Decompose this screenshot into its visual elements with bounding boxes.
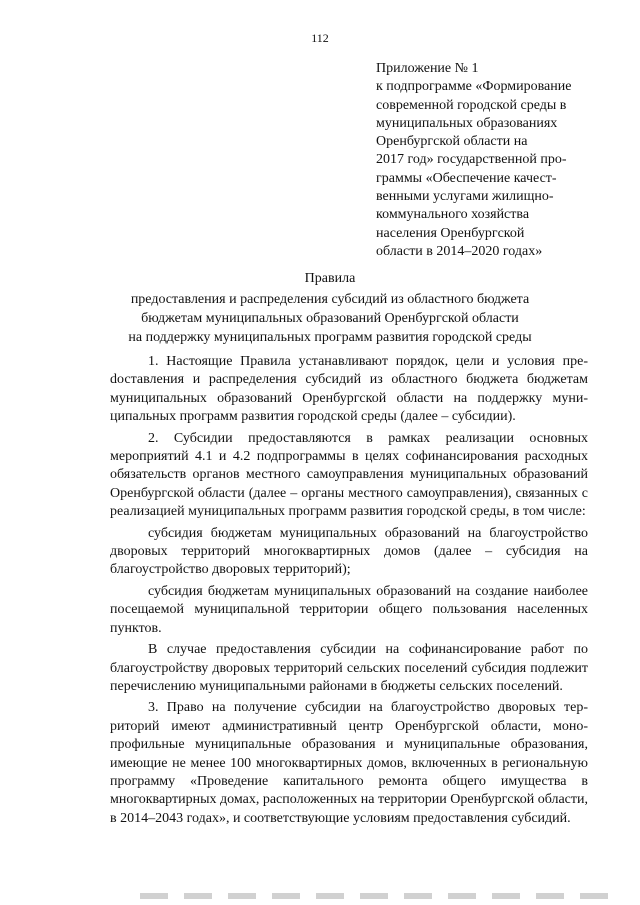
paragraph: субсидия бюджетам муниципальных образований на благоустройство дворовых территорий многоквартирных домов (далее – субсидия на благоустройство дворовых территорий); bbox=[110, 525, 588, 578]
document-title: Правила bbox=[304, 271, 356, 286]
document-subtitle-line: на поддержку муниципальных программ развития городской среды bbox=[128, 330, 532, 345]
document-body bbox=[110, 353, 588, 828]
appendix-line: коммунального хозяйства bbox=[376, 207, 530, 223]
document-title-block bbox=[100, 269, 560, 347]
appendix-line: Приложение № 1 bbox=[376, 61, 479, 76]
appendix-line: области в 2014–2020 годах» bbox=[376, 243, 543, 259]
appendix-line: населения Оренбургской bbox=[376, 225, 525, 241]
appendix-line: 2017 год» государственной про- bbox=[376, 152, 567, 168]
appendix-line: граммы «Обеспечение качест- bbox=[376, 170, 557, 186]
paragraph: 2. Субсидии предоставляются в рамках реализации основных мероприятий 4.1 и 4.2 подпрограммы в целях софинансирования расходных обязательств органов местного самоуправления муниципальных образований Оренбургской области (далее – органы местного самоуправления), связанных с реализацией муниципальных программ развития городской среды, в том числе: bbox=[110, 430, 588, 520]
appendix-line: муниципальных образованиях bbox=[376, 115, 558, 131]
appendix-line: к подпрограмме «Формирование bbox=[376, 79, 572, 95]
appendix-line: венными услугами жилищно- bbox=[376, 189, 554, 205]
scan-bottom-edge bbox=[140, 893, 610, 899]
paragraph: В случае предоставления субсидии на софинансирование работ по благоустройству дворовых территорий сельских поселений субсидия подлежит перечислению муниципальными районами в бюджеты сельских поселений. bbox=[110, 642, 588, 694]
appendix-line: современной городской среды в bbox=[376, 97, 567, 113]
paragraph: 1. Настоящие Правила устанавливают порядок, цели и условия преdоставления и распределения субсидий из областного бюджета бюджетам муниципальных образований Оренбургской области на поддержку муниципальных программ развития городской среды (далее – субсидии). bbox=[110, 354, 588, 425]
paragraph: 3. Право на получение субсидии на благоустройство дворовых территорий имеют административный центр Оренбургской области, монопрофильные муниципальные образования и муниципальные образования, имеющие не менее 100 многоквартирных домов, включенных в региональную программу «Проведение капитального ремонта общего имущества в многоквартирных домах, расположенных на территории Оренбургской области, в 2014–2043 годах», и соответствующие условиям предоставления субсидий. bbox=[110, 700, 589, 826]
page-number: 112 bbox=[311, 31, 329, 45]
paragraph: субсидия бюджетам муниципальных образований на создание наиболее посещаемой муниципальной территории общего пользования населенных пунктов. bbox=[110, 583, 588, 636]
appendix-header bbox=[376, 60, 616, 261]
appendix-line: Оренбургской области на bbox=[376, 134, 528, 150]
document-subtitle-line: предоставления и распределения субсидий из областного бюджета bbox=[130, 292, 530, 307]
document-subtitle-line: бюджетам муниципальных образований Оренбургской области bbox=[141, 311, 519, 326]
